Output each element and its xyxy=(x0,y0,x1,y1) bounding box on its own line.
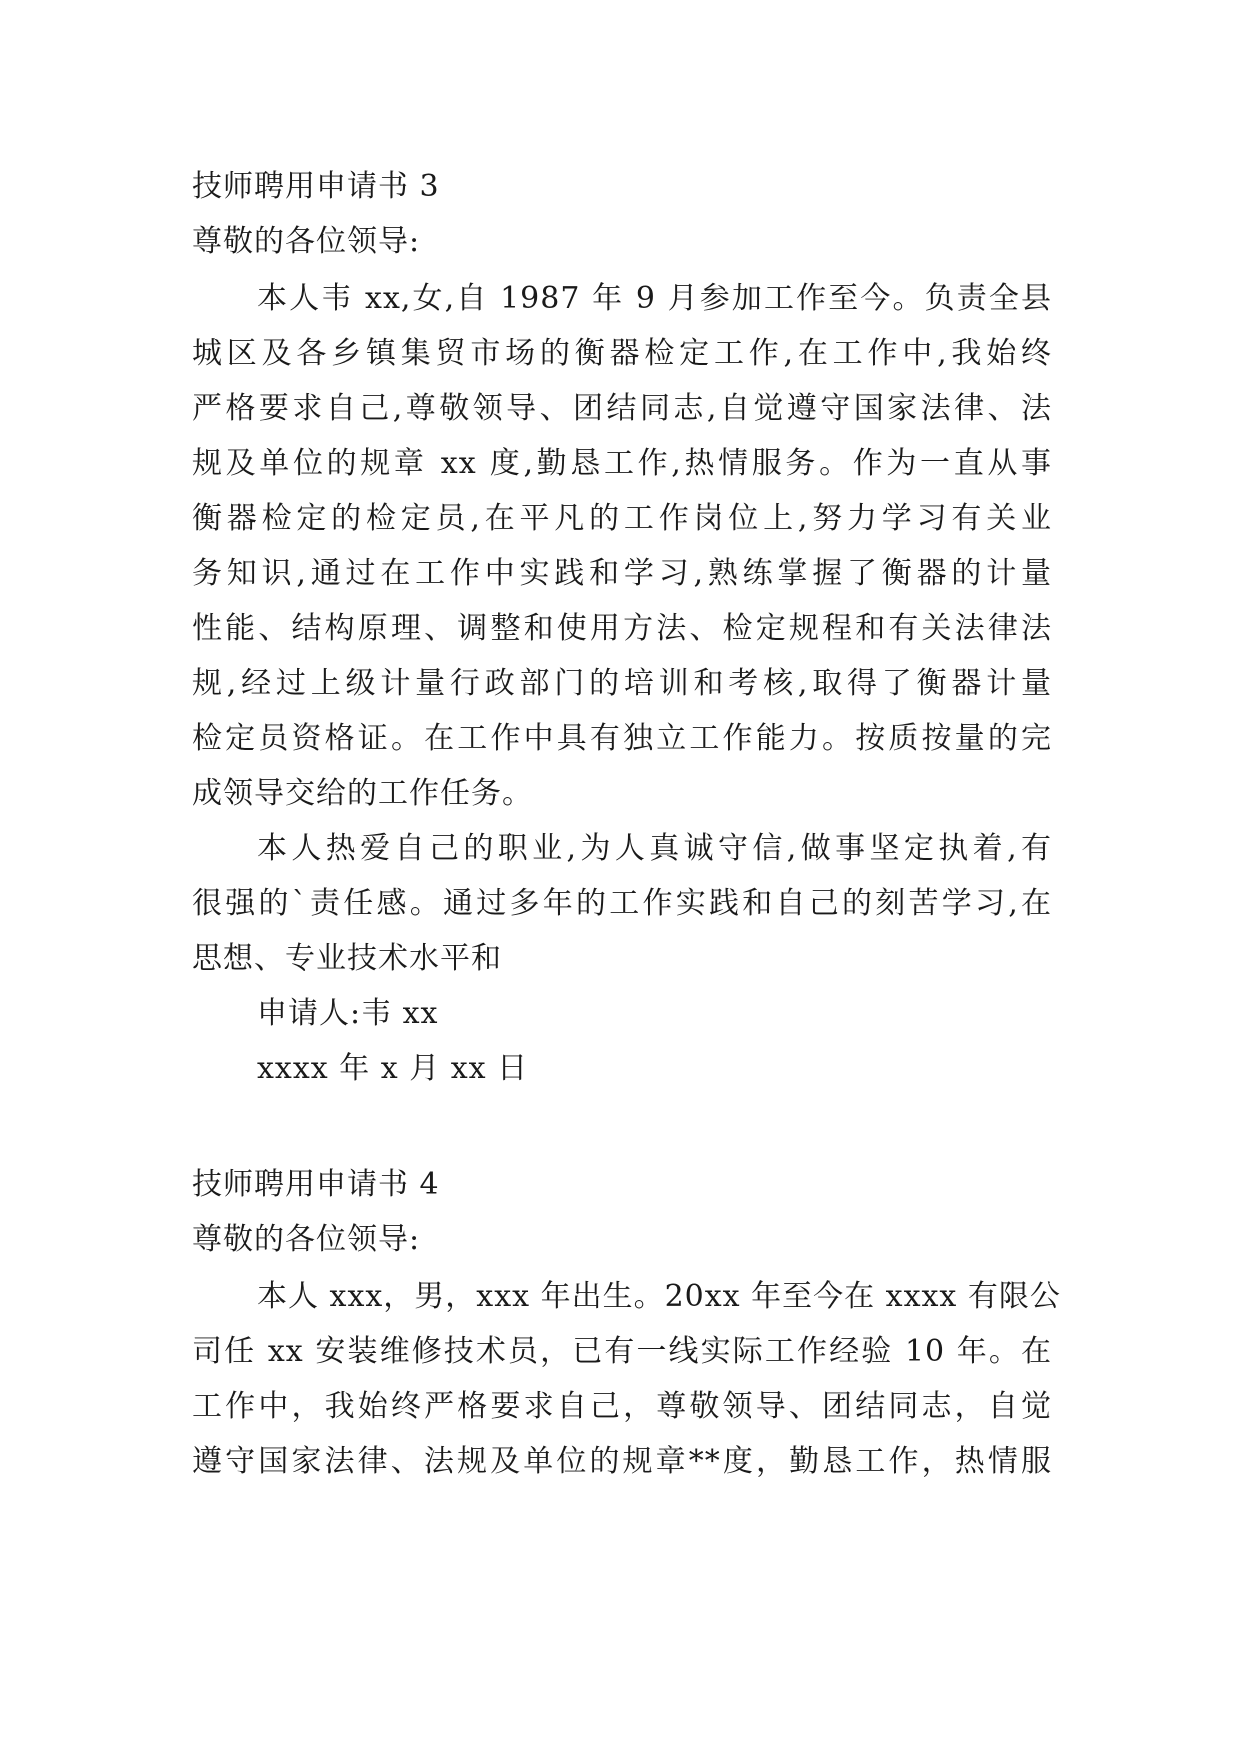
applicant-signature: 申请人:韦 xx xyxy=(257,996,439,1031)
section-title: 技师聘用申请书 3 xyxy=(192,169,440,204)
paragraph-line: 衡器检定的检定员,在平凡的工作岗位上,努力学习有关业 xyxy=(192,501,1052,536)
paragraph-line: 司任 xx 安装维修技术员，已有一线实际工作经验 10 年。在 xyxy=(192,1334,1052,1369)
paragraph-line: 本人 xxx，男，xxx 年出生。20xx 年至今在 xxxx 有限公 xyxy=(257,1279,1061,1314)
paragraph-line: 城区及各乡镇集贸市场的衡器检定工作,在工作中,我始终 xyxy=(192,336,1052,371)
paragraph-line: 严格要求自己,尊敬领导、团结同志,自觉遵守国家法律、法 xyxy=(192,391,1052,426)
paragraph-line: 思想、专业技术水平和 xyxy=(192,941,502,976)
paragraph-line: 工作中，我始终严格要求自己，尊敬领导、团结同志，自觉 xyxy=(192,1389,1052,1424)
paragraph-line: 本人热爱自己的职业,为人真诚守信,做事坚定执着,有 xyxy=(257,831,1052,866)
section-title: 技师聘用申请书 4 xyxy=(192,1167,440,1202)
paragraph-line: 规,经过上级计量行政部门的培训和考核,取得了衡器计量 xyxy=(192,666,1052,701)
paragraph-line: 务知识,通过在工作中实践和学习,熟练掌握了衡器的计量 xyxy=(192,556,1052,591)
paragraph-line: 成领导交给的工作任务。 xyxy=(192,776,533,811)
paragraph-line: 本人韦 xx,女,自 1987 年 9 月参加工作至今。负责全县 xyxy=(257,281,1052,316)
salutation: 尊敬的各位领导: xyxy=(192,1222,421,1257)
signature-date: xxxx 年 x 月 xx 日 xyxy=(257,1051,529,1086)
paragraph-line: 很强的`责任感。通过多年的工作实践和自己的刻苦学习,在 xyxy=(192,886,1052,921)
paragraph-line: 性能、结构原理、调整和使用方法、检定规程和有关法律法 xyxy=(192,611,1052,646)
paragraph-line: 遵守国家法律、法规及单位的规章**度，勤恳工作，热情服 xyxy=(192,1444,1052,1479)
paragraph-line: 规及单位的规章 xx 度,勤恳工作,热情服务。作为一直从事 xyxy=(192,446,1052,481)
paragraph-line: 检定员资格证。在工作中具有独立工作能力。按质按量的完 xyxy=(192,721,1052,756)
salutation: 尊敬的各位领导: xyxy=(192,224,421,259)
